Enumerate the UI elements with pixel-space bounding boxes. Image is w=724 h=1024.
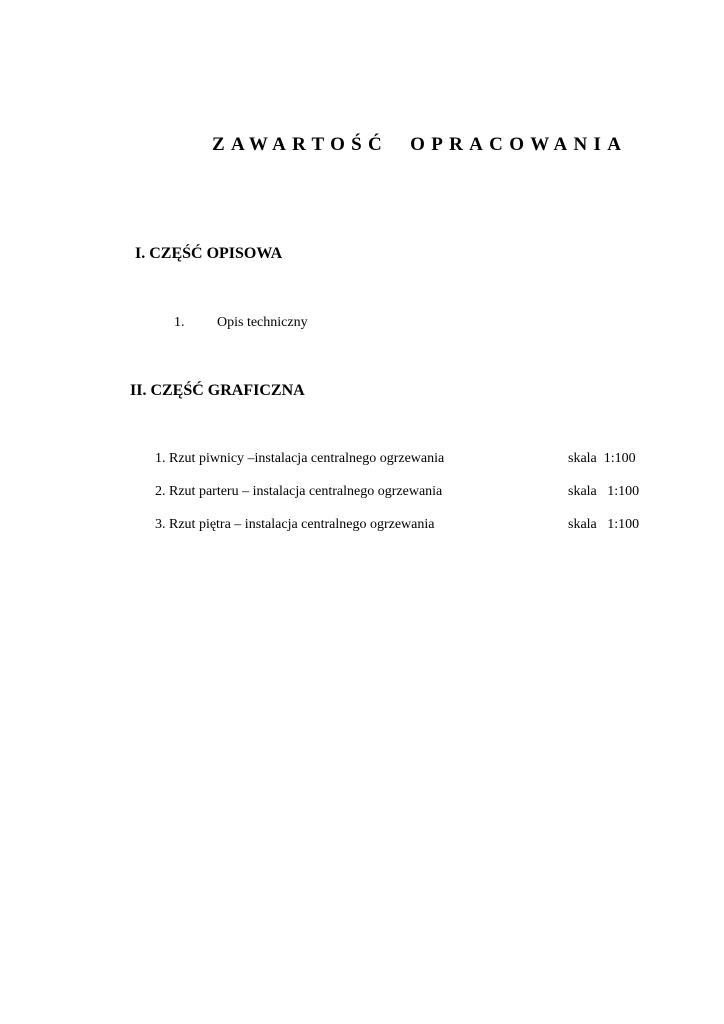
drawing-scale: skala 1:100 — [568, 451, 636, 466]
drawing-title: 3. Rzut piętra – instalacja centralnego ogrzewania — [155, 517, 435, 532]
drawing-list-item — [155, 517, 655, 537]
drawing-list-item — [155, 451, 655, 471]
document-title: ZAWARTOŚĆ OPRACOWANIA — [212, 134, 628, 155]
drawing-scale: skala 1:100 — [568, 517, 640, 532]
drawing-title: 2. Rzut parteru – instalacja centralnego ogrzewania — [155, 484, 443, 499]
section-heading-descriptive: I. CZĘŚĆ OPISOWA — [135, 245, 283, 262]
section-heading-graphic: II. CZĘŚĆ GRAFICZNA — [130, 382, 305, 399]
drawing-list-item — [155, 484, 655, 504]
drawing-scale: skala 1:100 — [568, 484, 640, 499]
list-item-number: 1. — [174, 315, 185, 330]
drawing-title: 1. Rzut piwnicy –instalacja centralnego ogrzewania — [155, 451, 445, 466]
list-item-text: Opis techniczny — [217, 315, 308, 330]
